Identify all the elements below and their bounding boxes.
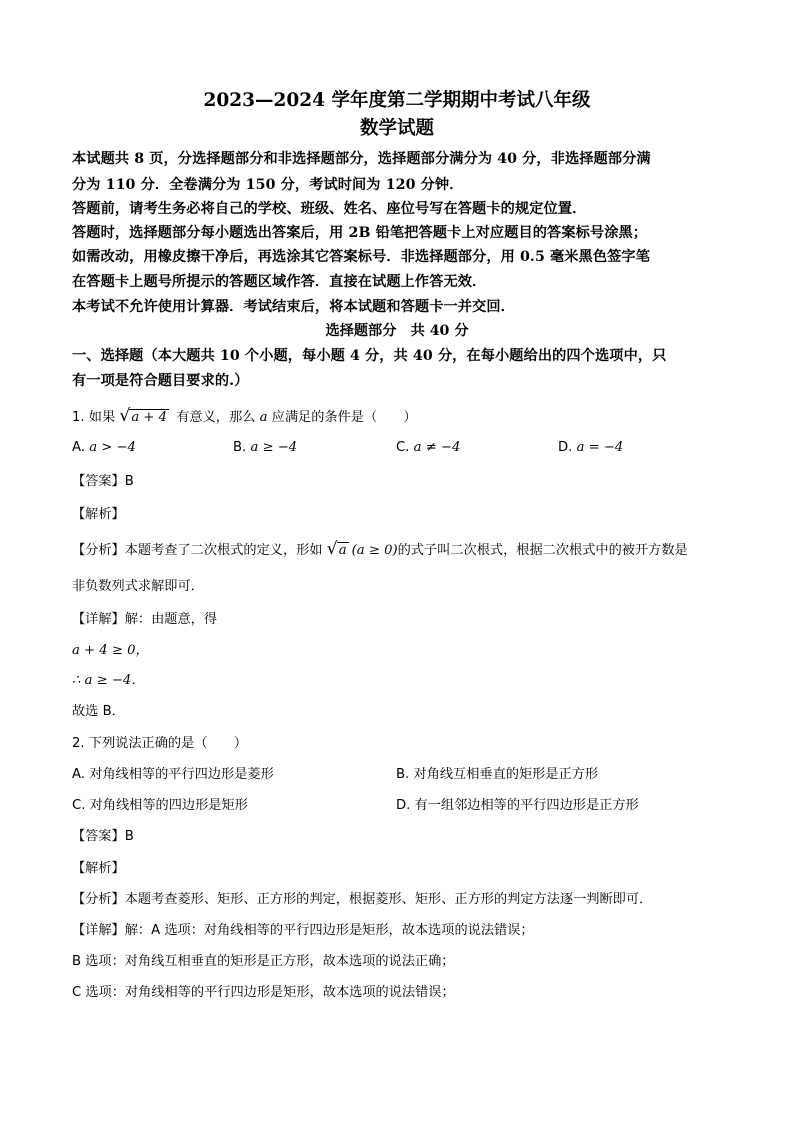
option-text: a ≥ −4 — [250, 440, 298, 455]
option-text: a > −4 — [89, 440, 136, 455]
radical-sign-icon: √ — [326, 539, 338, 559]
fenxi-text: 的式子叫二次根式，根据二次根式中的被开方数是 — [397, 543, 688, 558]
detail-text: 解：A 选项：对角线相等的平行四边形是矩形，故本选项的说法错误； — [124, 923, 534, 938]
section-intro: 有一项是符合题目要求的.） — [72, 373, 249, 389]
option-label: D. — [558, 440, 573, 455]
option-label: B. — [233, 440, 247, 455]
detail-line: B 选项：对角线互相垂直的矩形是正方形，故本选项的说法正确； — [72, 954, 455, 969]
answer-line — [72, 470, 134, 489]
answer-tag: 【答案】 — [72, 474, 125, 489]
detail-line — [72, 608, 217, 627]
fenxi-line: 非负数列式求解即可． — [72, 579, 204, 594]
question-1-prefix: 1. 如果 — [72, 410, 116, 425]
detail-text: 解：由题意，得 — [124, 612, 218, 627]
answer-line — [72, 825, 134, 844]
instruction-line: 答题时，选择题部分每小题选出答案后，用 2B 铅笔把答题卡上对应题目的答案标号涂黑； — [72, 225, 648, 241]
instruction-line: 如需改动，用橡皮擦干净后，再选涂其它答案标号．非选择题部分，用 0.5 毫米黑色签字笔 — [72, 249, 650, 265]
instruction-line: 在答题卡上题号所提示的答题区域作答．直接在试题上作答无效． — [72, 274, 487, 290]
option-label: C. — [72, 798, 86, 813]
condition: (a ≥ 0) — [351, 543, 398, 558]
option-label: A. — [72, 767, 85, 782]
fenxi-line — [72, 539, 688, 558]
option-text: 对角线相等的四边形是矩形 — [89, 798, 248, 813]
detail-tag: 【详解】 — [72, 923, 125, 938]
solution-step: ∴ a ≥ −4． — [72, 673, 145, 688]
option-text: 对角线相等的平行四边形是菱形 — [89, 767, 274, 782]
question-1-stem — [72, 406, 417, 425]
option-b — [396, 763, 598, 782]
option-label: A. — [72, 440, 85, 455]
detail-tag: 【详解】 — [72, 612, 125, 627]
answer-tag: 【答案】 — [72, 829, 125, 844]
section-intro: 一、选择题（本大题共 10 个小题，每小题 4 分，共 40 分，在每小题给出的四个选项中，只 — [72, 348, 667, 364]
option-text: 有一组邻边相等的平行四边形是正方形 — [414, 798, 639, 813]
option-label: B. — [396, 767, 410, 782]
fenxi-tag: 【分析】 — [72, 892, 125, 907]
instruction-line: 答题前，请考生务必将自己的学校、班级、姓名、座位号写在答题卡的规定位置． — [72, 201, 587, 217]
option-text: 对角线互相垂直的矩形是正方形 — [413, 767, 599, 782]
option-label: D. — [396, 798, 411, 813]
option-b — [233, 440, 297, 455]
detail-line — [72, 919, 534, 938]
option-label: C. — [396, 440, 410, 455]
option-text: a = −4 — [576, 440, 624, 455]
exam-title: 2023—2024 学年度第二学期期中考试八年级 — [203, 90, 591, 111]
radical-sign-icon: √ — [119, 406, 131, 426]
variable: a — [259, 410, 268, 425]
radicand: a + 4 — [131, 410, 168, 425]
fenxi-tag: 【分析】 — [72, 543, 125, 558]
sqrt-expression — [119, 406, 169, 426]
question-1-middle: 有意义，那么 — [176, 410, 256, 425]
instruction-line: 本试题共 8 页，分选择题部分和非选择题部分，选择题部分满分为 40 分，非选择题部分满 — [72, 151, 651, 167]
sqrt-expression — [326, 539, 349, 559]
option-c — [72, 794, 248, 813]
question-2-stem: 2. 下列说法正确的是（ ） — [72, 736, 248, 751]
fenxi-text: 本题考查菱形、矩形、正方形的判定，根据菱形、矩形、正方形的判定方法逐一判断即可． — [124, 892, 653, 907]
option-c — [396, 440, 460, 455]
option-a — [72, 763, 274, 782]
question-1-suffix: 应满足的条件是（ ） — [271, 410, 417, 425]
option-text: a ≠ −4 — [413, 440, 461, 455]
answer-value: B — [124, 474, 134, 489]
solution-step: a + 4 ≥ 0， — [72, 643, 149, 658]
analysis-tag: 【解析】 — [72, 507, 125, 522]
option-d — [396, 794, 639, 813]
option-d — [558, 440, 623, 455]
fenxi-line — [72, 888, 652, 907]
instruction-line: 本考试不允许使用计算器．考试结束后，将本试题和答题卡一并交回． — [72, 299, 515, 315]
exam-subtitle: 数学试题 — [359, 118, 434, 139]
instruction-line: 分为 110 分．全卷满分为 150 分，考试时间为 120 分钟． — [72, 177, 464, 193]
analysis-tag: 【解析】 — [72, 861, 125, 876]
detail-line: C 选项：对角线相等的平行四边形是矩形，故本选项的说法错误； — [72, 985, 455, 1000]
radicand: a — [338, 543, 347, 558]
fenxi-text: 本题考查了二次根式的定义，形如 — [124, 543, 323, 558]
section-heading: 选择题部分 共 40 分 — [325, 323, 469, 339]
conclusion: 故选 B． — [72, 704, 125, 719]
answer-value: B — [124, 829, 134, 844]
option-a — [72, 440, 136, 455]
